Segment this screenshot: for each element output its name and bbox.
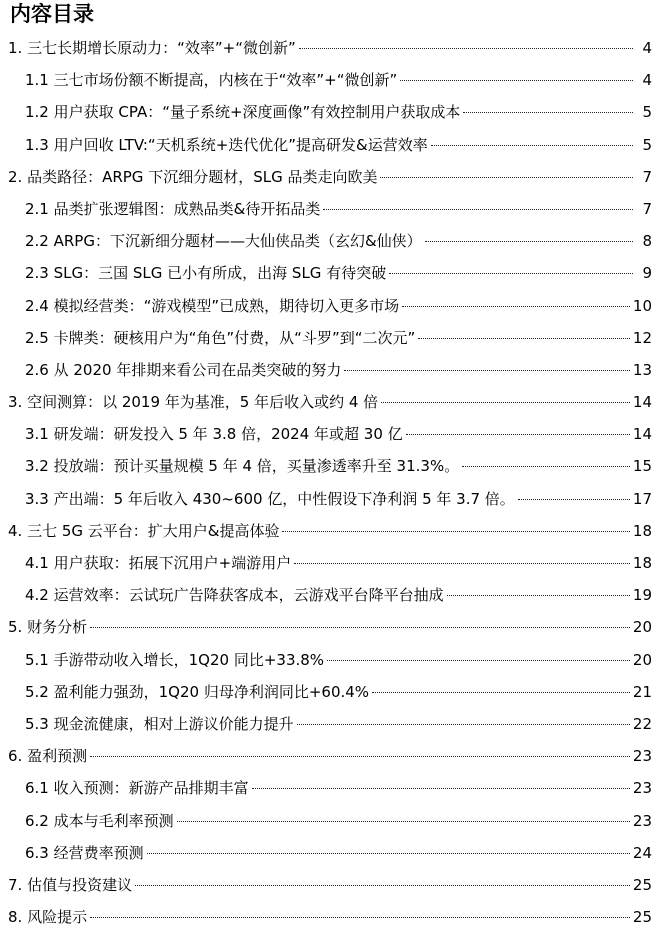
toc-entry-title: 3.1 研发端：研发投入 5 年 3.8 倍，2024 年或超 30 亿: [25, 425, 403, 444]
toc-page-number: 5: [642, 135, 652, 154]
toc-subsection-link[interactable]: [8, 225, 652, 257]
toc-entry-title: 6.1 收入预测：新游产品排期丰富: [25, 779, 249, 798]
dot-leader: [90, 627, 630, 628]
toc-section-link[interactable]: [8, 515, 652, 547]
dot-leader: [402, 306, 630, 307]
toc-entry-title: 2.2 ARPG：下沉新细分题材——大仙侠品类（玄幻&仙侠）: [25, 232, 422, 251]
toc-subsection-link[interactable]: [8, 257, 652, 289]
toc-entry-title: 3.3 产出端：5 年后收入 430~600 亿，中性假设下净利润 5 年 3.7 倍。: [25, 489, 515, 508]
toc-section-link[interactable]: [8, 386, 652, 418]
toc-page-number: 5: [642, 103, 652, 122]
toc-entry-title: 4.1 用户获取：拓展下沉用户+端游用户: [25, 554, 292, 572]
dot-leader: [323, 209, 633, 210]
toc-page-number: 17: [632, 489, 652, 508]
toc-page-number: 20: [632, 650, 652, 669]
toc-page-number: 8: [642, 232, 652, 251]
dot-leader: [177, 821, 630, 822]
toc-entry-title: 2.3 SLG：三国 SLG 已小有所成，出海 SLG 有待突破: [25, 264, 387, 283]
dot-leader: [518, 499, 630, 500]
toc-page-number: 10: [632, 296, 652, 315]
dot-leader: [462, 466, 630, 467]
toc-section-link[interactable]: [8, 611, 652, 643]
toc-page-number: 19: [632, 586, 652, 605]
toc-entry-title: 5.2 盈利能力强劲，1Q20 归母净利润同比+60.4%: [25, 682, 370, 701]
toc-entry-title: 4.2 运营效率：云试玩广告降获客成本，云游戏平台降平台抽成: [25, 586, 444, 605]
toc-entry-title: 5.1 手游带动收入增长，1Q20 同比+33.8%: [25, 650, 325, 669]
toc-entry-title: 5. 财务分析: [8, 618, 88, 637]
toc-subsection-link[interactable]: [8, 644, 652, 676]
dot-leader: [90, 917, 630, 918]
toc-page-number: 23: [632, 747, 652, 766]
toc-entry-title: 1. 三七长期增长原动力：“效率”+“微创新”: [8, 39, 296, 57]
dot-leader: [389, 273, 633, 274]
toc-entry-title: 1.3 用户回收 LTV:“天机系统+迭代优化”提高研发&运营效率: [25, 135, 428, 154]
dot-leader: [463, 112, 633, 113]
toc-page-number: 25: [632, 908, 652, 927]
dot-leader: [418, 338, 630, 339]
dot-leader: [406, 434, 630, 435]
toc-subsection-link[interactable]: [8, 322, 652, 354]
dot-leader: [380, 177, 633, 178]
toc-entry-title: 1.2 用户获取 CPA：“量子系统+深度画像”有效控制用户获取成本: [25, 103, 461, 122]
toc-page-number: 24: [632, 843, 652, 862]
dot-leader: [147, 853, 630, 854]
toc-page-number: 25: [632, 875, 652, 894]
toc-entry-title: 7. 估值与投资建议: [8, 875, 133, 894]
toc-page-number: 23: [632, 811, 652, 830]
dot-leader: [90, 756, 630, 757]
toc-subsection-link[interactable]: [8, 129, 652, 161]
dot-leader: [294, 563, 630, 564]
toc-subsection-link[interactable]: [8, 772, 652, 804]
dot-leader: [297, 724, 630, 725]
toc-page-number: 12: [632, 328, 652, 347]
toc-page-number: 4: [642, 71, 652, 90]
toc-page-number: 18: [632, 521, 652, 540]
toc-entry-title: 2.6 从 2020 年排期来看公司在品类突破的努力: [25, 360, 342, 379]
toc-entry-title: 1.1 三七市场份额不断提高，内核在于“效率”+“微创新”: [25, 71, 398, 90]
dot-leader: [282, 531, 629, 532]
toc-page-number: 21: [632, 682, 652, 701]
toc-subsection-link[interactable]: [8, 805, 652, 837]
toc-section-link[interactable]: [8, 869, 652, 901]
toc-entry-title: 6. 盈利预测: [8, 747, 88, 766]
toc-title: 内容目录: [10, 2, 94, 26]
toc-page-number: 18: [632, 554, 652, 572]
toc-page-number: 14: [632, 393, 652, 412]
dot-leader: [372, 692, 630, 693]
dot-leader: [299, 48, 633, 49]
toc-section-link[interactable]: [8, 32, 652, 64]
dot-leader: [381, 402, 630, 403]
toc-subsection-link[interactable]: [8, 450, 652, 482]
toc-subsection-link[interactable]: [8, 579, 652, 611]
toc-subsection-link[interactable]: [8, 96, 652, 128]
toc-entry-title: 4. 三七 5G 云平台：扩大用户&提高体验: [8, 521, 280, 540]
dot-leader: [135, 885, 630, 886]
toc-page-number: 9: [642, 264, 652, 283]
toc-entry-title: 2.4 模拟经营类：“游戏模型”已成熟，期待切入更多市场: [25, 296, 400, 315]
dot-leader: [252, 788, 630, 789]
toc-subsection-link[interactable]: [8, 418, 652, 450]
toc-page-number: 14: [632, 425, 652, 444]
toc-entry-title: 6.2 成本与毛利率预测: [25, 811, 174, 830]
toc-subsection-link[interactable]: [8, 676, 652, 708]
toc-page-number: 7: [642, 167, 652, 186]
toc-page-number: 15: [632, 457, 652, 476]
toc-subsection-link[interactable]: [8, 483, 652, 515]
toc-page-number: 13: [632, 360, 652, 379]
toc-subsection-link[interactable]: [8, 193, 652, 225]
toc-page-number: 7: [642, 199, 652, 218]
toc-section-link[interactable]: [8, 740, 652, 772]
toc-entry-title: 2.1 品类扩张逻辑图：成熟品类&待开拓品类: [25, 199, 321, 218]
toc-page-number: 20: [632, 618, 652, 637]
toc-subsection-link[interactable]: [8, 64, 652, 96]
toc-entry-title: 5.3 现金流健康，相对上游议价能力提升: [25, 714, 294, 733]
toc-entry-title: 8. 风险提示: [8, 908, 88, 927]
toc-subsection-link[interactable]: [8, 290, 652, 322]
toc-subsection-link[interactable]: [8, 708, 652, 740]
dot-leader: [431, 145, 633, 146]
dot-leader: [327, 660, 630, 661]
dot-leader: [400, 80, 633, 81]
toc-subsection-link[interactable]: [8, 837, 652, 869]
toc-entry-title: 2. 品类路径：ARPG 下沉细分题材，SLG 品类走向欧美: [8, 167, 378, 186]
toc-list: [8, 32, 652, 933]
dot-leader: [447, 595, 630, 596]
dot-leader: [344, 370, 630, 371]
toc-page-number: 22: [632, 714, 652, 733]
toc-page-number: 23: [632, 779, 652, 798]
toc-subsection-link[interactable]: [8, 354, 652, 386]
toc-entry-title: 3. 空间测算：以 2019 年为基准，5 年后收入或约 4 倍: [8, 393, 379, 412]
toc-section-link[interactable]: [8, 901, 652, 933]
toc-section-link[interactable]: [8, 161, 652, 193]
toc-page-number: 4: [642, 39, 652, 57]
toc-entry-title: 2.5 卡牌类：硬核用户为“角色”付费，从“斗罗”到“二次元”: [25, 328, 416, 347]
toc-subsection-link[interactable]: [8, 547, 652, 579]
toc-entry-title: 3.2 投放端：预计买量规模 5 年 4 倍，买量渗透率升至 31.3%。: [25, 457, 460, 476]
toc-entry-title: 6.3 经营费率预测: [25, 843, 144, 862]
dot-leader: [425, 241, 633, 242]
